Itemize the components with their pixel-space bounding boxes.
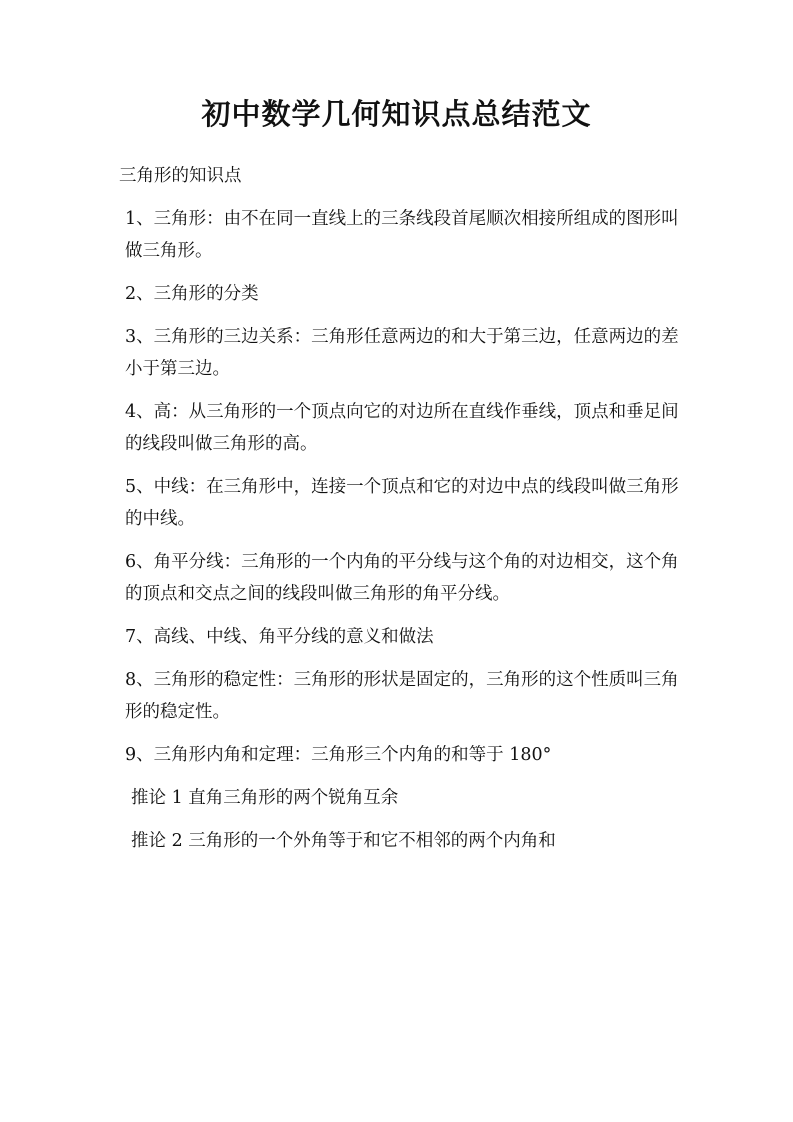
paragraph-3: 3、三角形的三边关系：三角形任意两边的和大于第三边，任意两边的差小于第三边。	[125, 327, 679, 379]
paragraph-2: 2、三角形的分类	[125, 284, 259, 304]
paragraph-9: 9、三角形内角和定理：三角形三个内角的和等于 180°	[125, 745, 552, 765]
deduction-2: 推论 2 三角形的一个外角等于和它不相邻的两个内角和	[131, 831, 556, 851]
paragraph-4: 4、高：从三角形的一个顶点向它的对边所在直线作垂线，顶点和垂足间的线段叫做三角形的高。	[125, 402, 679, 454]
deduction-1: 推论 1 直角三角形的两个锐角互余	[131, 788, 399, 808]
paragraph-8: 8、三角形的稳定性：三角形的形状是固定的，三角形的这个性质叫三角形的稳定性。	[125, 670, 679, 722]
paragraph-7: 7、高线、中线、角平分线的意义和做法	[125, 627, 434, 647]
paragraph-1: 1、三角形：由不在同一直线上的三条线段首尾顺次相接所组成的图形叫做三角形。	[125, 209, 679, 261]
paragraph-6: 6、角平分线：三角形的一个内角的平分线与这个角的对边相交，这个角的顶点和交点之间的线段叫做三角形的角平分线。	[125, 552, 679, 604]
paragraph-5: 5、中线：在三角形中，连接一个顶点和它的对边中点的线段叫做三角形的中线。	[125, 477, 679, 529]
document-body	[119, 160, 679, 868]
document-title: 初中数学几何知识点总结范文	[201, 97, 592, 131]
section-heading: 三角形的知识点	[119, 166, 242, 186]
